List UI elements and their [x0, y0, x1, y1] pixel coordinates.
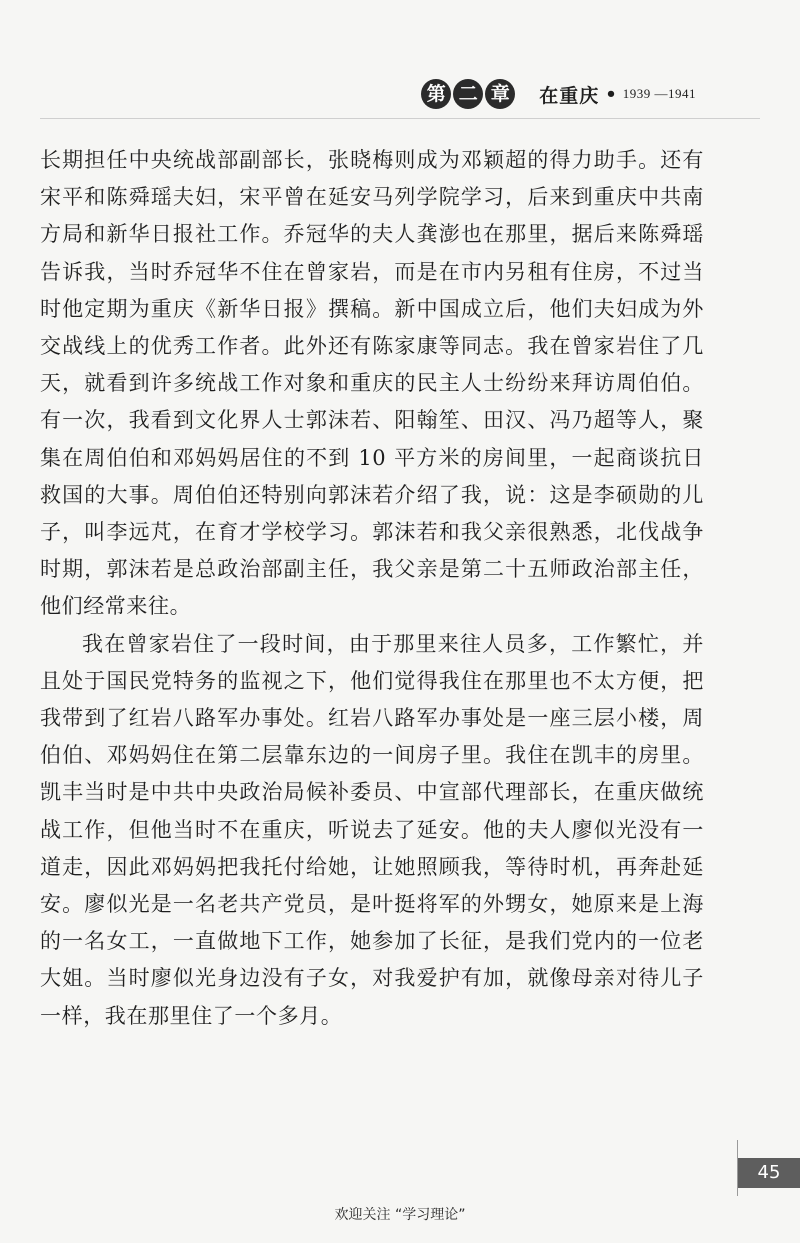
chapter-badge-char: 第: [421, 79, 451, 109]
footer-note: 欢迎关注 “学习理论”: [334, 1207, 466, 1223]
chapter-badge: [421, 79, 515, 109]
paragraph-continued: 长期担任中央统战部副部长，张晓梅则成为邓颖超的得力助手。还有宋平和陈舜瑶夫妇，宋平曾在延安马列学院学习，后来到重庆中共南方局和新华日报社工作。乔冠华的夫人龚澎也在那里，据后来陈舜瑶告诉我，当时乔冠华不住在曾家岩，而是在市内另租有住房，不过当时他定期为重庆《新华日报》撰稿。新中国成立后，他们夫妇成为外交战线上的优秀工作者。此外还有陈家康等同志。我在曾家岩住了几天，就看到许多统战工作对象和重庆的民主人士纷纷来拜访周伯伯。有一次，我看到文化界人士郭沫若、阳翰笙、田汉、冯乃超等人，聚集在周伯伯和邓妈妈居住的不到 10 平方米的房间里，一起商谈抗日救国的大事。周伯伯还特别向郭沫若介绍了我，说：这是李硕勋的儿子，叫李远芃，在育才学校学习。郭沫若和我父亲很熟悉，北伐战争时期，郭沫若是总政治部副主任，我父亲是第二十五师政治部主任，他们经常来往。: [40, 148, 704, 619]
paragraph: 我在曾家岩住了一段时间，由于那里来往人员多，工作繁忙，并且处于国民党特务的监视之下，他们觉得我住在那里也不太方便，把我带到了红岩八路军办事处。红岩八路军办事处是一座三层小楼，周伯伯、邓妈妈住在第二层靠东边的一间房子里。我住在凯丰的房里。凯丰当时是中共中央政治局候补委员、中宣部代理部长，在重庆做统战工作，但他当时不在重庆，听说去了延安。他的夫人廖似光没有一道走，因此邓妈妈把我托付给她，让她照顾我，等待时机，再奔赴延安。廖似光是一名老共产党员，是叶挺将军的外甥女，她原来是上海的一名女工，一直做地下工作，她参加了长征，是我们党内的一位老大姐。当时廖似光身边没有子女，对我爱护有加，就像母亲对待儿子一样，我在那里住了一个多月。: [40, 631, 704, 1028]
chapter-badge-char: 章: [485, 79, 515, 109]
header-separator: •: [605, 83, 617, 105]
chapter-title: 在重庆: [539, 84, 600, 107]
page-body: [40, 142, 704, 1035]
chapter-years: 1939 —1941: [622, 86, 696, 101]
chapter-badge-char: 二: [453, 79, 483, 109]
page-number: 45: [738, 1158, 800, 1188]
running-header: [421, 76, 696, 112]
header-divider: [40, 118, 760, 119]
